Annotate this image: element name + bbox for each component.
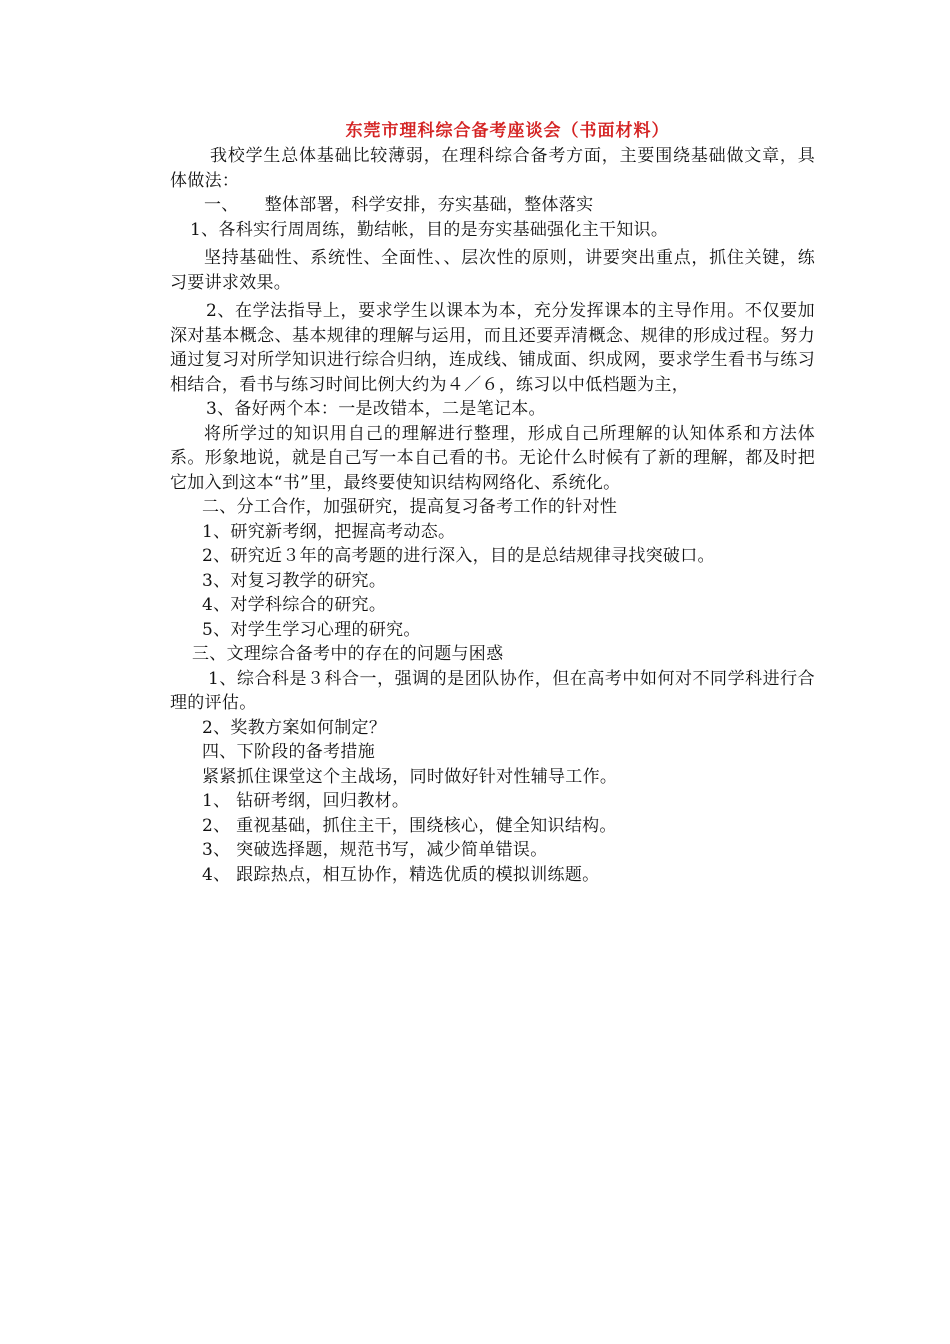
document-body	[170, 118, 815, 887]
intro-paragraph: 我校学生总体基础比较薄弱，在理科综合备考方面，主要围绕基础做文章，具体做法：	[170, 146, 815, 191]
section-heading-3: 三、文理综合备考中的存在的问题与困惑	[192, 644, 504, 664]
section-2-item-2: 2、研究近３年的高考题的进行深入，目的是总结规律寻找突破口。	[202, 546, 715, 566]
section-heading-2: 二、分工合作，加强研究，提高复习备考工作的针对性	[202, 497, 618, 517]
section-4-item-2: 2、 重视基础，抓住主干，围绕核心，健全知识结构。	[202, 815, 617, 836]
section-4-item-4: 4、 跟踪热点，相互协作，精选优质的模拟训练题。	[202, 864, 600, 885]
section-4-item-1: 1、 钻研考纲，回归教材。	[202, 791, 410, 811]
section-heading-4: 四、下阶段的备考措施	[202, 742, 375, 762]
section-heading-1: 一、 整体部署，科学安排，夯实基础，整体落实	[204, 195, 594, 215]
section-3-item-1: 1、综合科是３科合一，强调的是团队协作，但在高考中如何对不同学科进行合理的评估。	[170, 668, 815, 713]
section-1-item-3: 3、备好两个本：一是改错本，二是笔记本。	[206, 399, 546, 419]
section-2-item-4: 4、对学科综合的研究。	[202, 595, 387, 615]
section-2-item-3: 3、对复习教学的研究。	[202, 570, 387, 591]
section-1-item-3-detail: 将所学过的知识用自己的理解进行整理，形成自己所理解的认知体系和方法体系。形象地说，就是自己写一本自己看的书。无论什么时候有了新的理解，都及时把它加入到这本“书”里，最终要使知识结构网络化、系统化。	[170, 423, 815, 493]
section-4-intro: 紧紧抓住课堂这个主战场，同时做好针对性辅导工作。	[202, 766, 618, 787]
section-3-item-2: 2、奖教方案如何制定？	[202, 717, 387, 738]
document-title: 东莞市理科综合备考座谈会（书面材料）	[345, 121, 670, 141]
section-1-item-1: 1、各科实行周周练，勤结帐，目的是夯实基础强化主干知识。	[190, 219, 669, 240]
section-1-item-1-detail: 坚持基础性、系统性、全面性、、层次性的原则，讲要突出重点，抓住关键，练习要讲求效果。	[170, 248, 815, 293]
section-2-item-5: 5、对学生学习心理的研究。	[202, 619, 421, 640]
section-1-item-2: 2、在学法指导上，要求学生以课本为本，充分发挥课本的主导作用。不仅要加深对基本概念、基本规律的理解与运用，而且还要弄清概念、规律的形成过程。努力通过复习对所学知识进行综合归纳，连成线、铺成面、织成网，要求学生看书与练习相结合，看书与练习时间比例大约为４／６，练习以中低档题为主，	[170, 301, 815, 395]
section-2-item-1: 1、研究新考纲，把握高考动态。	[202, 521, 456, 542]
section-4-item-3: 3、 突破选择题，规范书写，减少简单错误。	[202, 840, 548, 860]
